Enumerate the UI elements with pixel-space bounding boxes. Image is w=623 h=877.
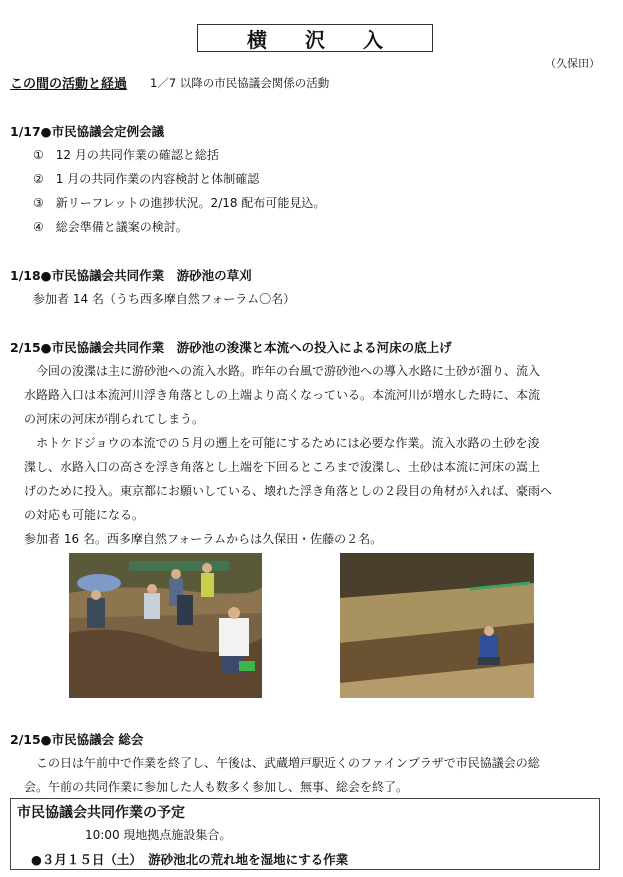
entry4-heading: 2/15●市民協議会 総会	[10, 732, 144, 747]
entry3-para2-line: 渫し、水路入口の高さを浮き角落とし上端を下回るところまで浚渫し、土砂は本流に河床の嵩上	[24, 460, 541, 474]
title-box	[197, 24, 433, 52]
section-heading: この間の活動と経過	[10, 77, 128, 92]
entry2-heading: 1/18●市民協議会共同作業 游砂池の草刈	[10, 268, 252, 283]
entry3-para1-line: 今回の浚渫は主に游砂池への流入水路。昨年の台風で游砂池への導入水路に土砂が溜り、流入	[36, 364, 541, 378]
entry3-para1-line: の河床の河床が削られてしまう。	[24, 412, 205, 426]
entry3-participants: 参加者 16 名。西多摩自然フォーラムからは久保田・佐藤の２名。	[24, 532, 383, 546]
schedule-box	[10, 798, 600, 870]
entry1-item: ④ 総会準備と議案の検討。	[33, 220, 188, 234]
entry3-para2-line: ホトケドジョウの本流での５月の遡上を可能にするためには必要な作業。流入水路の土砂を浚	[36, 436, 540, 450]
entry1-item: ③ 新リーフレットの進捗状況。2/18 配布可能見込。	[33, 196, 326, 210]
schedule-time: 10:00 現地拠点施設集合。	[85, 828, 232, 842]
section-subheading: 1／7 以降の市民協議会関係の活動	[150, 76, 330, 90]
entry1-item: ② 1 月の共同作業の内容検討と体制確認	[33, 172, 260, 186]
entry3-para2-line: の対応も可能になる。	[24, 508, 145, 522]
entry3-heading: 2/15●市民協議会共同作業 游砂池の浚渫と本流への投入による河床の底上げ	[10, 340, 452, 355]
entry3-para1-line: 水路路入口は本流河川浮き角落としの上端より高くなっている。本流河川が増水した時に、本流	[24, 388, 541, 402]
entry1-heading: 1/17●市民協議会定例会議	[10, 124, 165, 139]
author: （久保田）	[545, 57, 600, 70]
schedule-title: 市民協議会共同作業の予定	[17, 805, 185, 821]
entry4-para-line: この日は午前中で作業を終了し、午後は、武蔵増戸駅近くのファインプラザで市民協議会の総	[36, 756, 540, 770]
entry1-item: ① 12 月の共同作業の確認と総括	[33, 148, 219, 162]
entry4-para-line: 会。午前の共同作業に参加した人も数多く参加し、無事、総会を終了。	[24, 780, 409, 794]
schedule-event: ●３月１５日（土） 游砂池北の荒れ地を湿地にする作業	[31, 852, 349, 867]
entry3-para2-line: げのために投入。東京都にお願いしている、壊れた浮き角落としの２段目の角材が入れば、豪雨へ	[24, 484, 553, 498]
entry2-participants: 参加者 14 名（うち西多摩自然フォーラム〇名）	[33, 292, 296, 306]
page-title: 横沢入	[247, 27, 421, 52]
work-photo-channel	[340, 553, 534, 698]
work-photo-group	[69, 553, 262, 698]
